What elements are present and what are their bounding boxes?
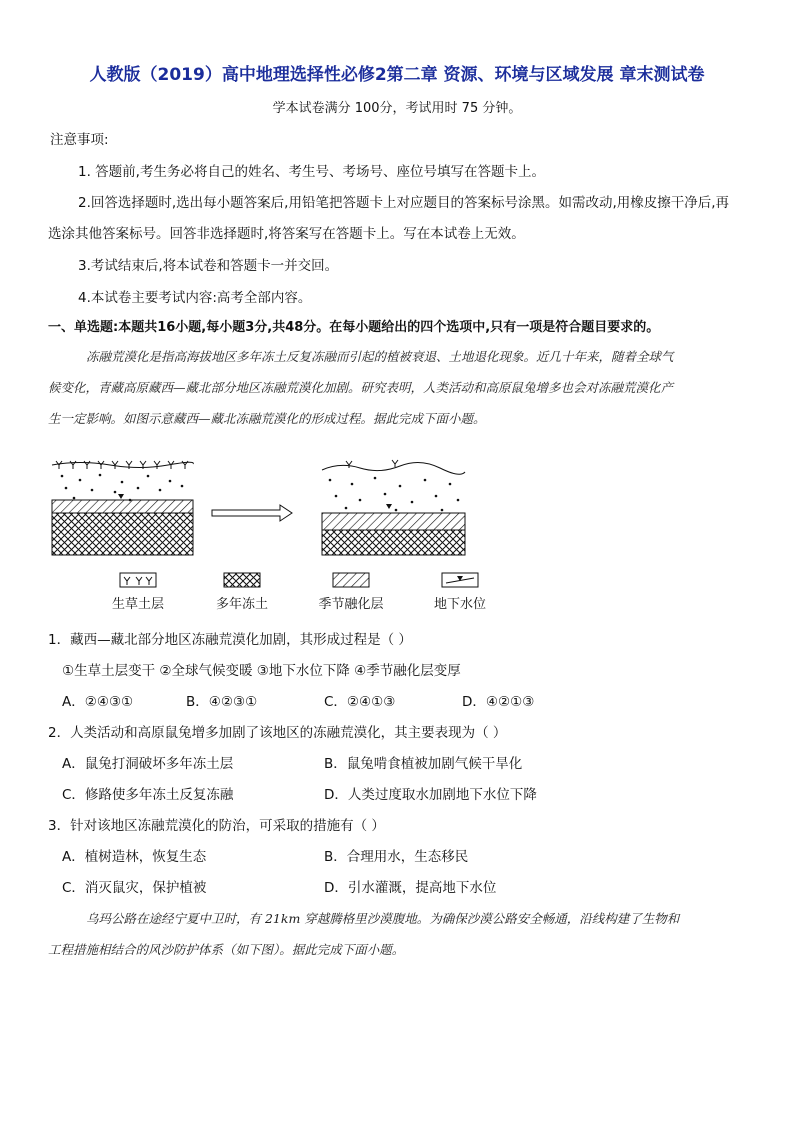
legend-grass-soil-icon: [120, 573, 156, 587]
legend-label: 季节融化层: [318, 597, 384, 612]
desertification-diagram: [40, 448, 520, 618]
option-c: C．修路使多年冻土反复冻融: [62, 787, 234, 803]
question-statements: ①生草土层变干 ②全球气候变暖 ③地下水位下降 ④季节融化层变厚: [62, 663, 461, 679]
question-stem: 2．人类活动和高原鼠兔增多加剧了该地区的冻融荒漠化，其主要表现为（ ）: [48, 725, 507, 741]
legend-label: 地下水位: [433, 597, 487, 612]
option-a: A．植树造林，恢复生态: [62, 849, 207, 865]
before-profile: [52, 461, 193, 555]
legend-permafrost-icon: [224, 573, 260, 587]
option-d: D．④②①③: [462, 694, 535, 710]
question-stem: 1．藏西—藏北部分地区冻融荒漠化加剧，其形成过程是（ ）: [48, 632, 412, 648]
legend: [112, 573, 486, 612]
option-c: C．消灭鼠灾，保护植被: [62, 880, 207, 896]
passage-line: 乌玛公路在途经宁夏中卫时，有 21km 穿越腾格里沙漠腹地。为确保沙漠公路安全畅通，沿线构建了生物和: [86, 911, 680, 926]
after-profile: [322, 460, 465, 555]
notice-item: 2.回答选择题时,选出每小题答案后,用铅笔把答题卡上对应题目的答案标号涂黑。如需改动,用橡皮擦干净后,再: [78, 195, 730, 211]
passage-line: 冻融荒漠化是指高海拔地区多年冻土反复冻融而引起的植被衰退、土地退化现象。近几十年来，随着全球气: [86, 349, 674, 364]
option-a: A．②④③①: [62, 694, 134, 710]
legend-seasonal-thaw-icon: [333, 573, 369, 587]
option-c: C．②④①③: [324, 694, 396, 710]
legend-water-table-icon: [442, 573, 478, 587]
notice-item: 选涂其他答案标号。回答非选择题时,将答案写在答题卡上。写在本试卷上无效。: [48, 226, 525, 242]
option-b: B．④②③①: [186, 694, 258, 710]
notice-item: 3.考试结束后,将本试卷和答题卡一并交回。: [78, 258, 339, 274]
option-a: A．鼠兔打洞破坏多年冻土层: [62, 756, 234, 772]
page-subtitle: 学本试卷满分 100分，考试用时 75 分钟。: [272, 101, 522, 116]
notice-heading: 注意事项:: [50, 132, 109, 148]
legend-label: 生草土层: [111, 597, 165, 612]
legend-label: 多年冻土: [215, 597, 269, 612]
passage-line: 候变化，青藏高原藏西—藏北部分地区冻融荒漠化加剧。研究表明，人类活动和高原鼠兔增多也会对冻融荒漠化产: [48, 380, 674, 395]
passage-line: 生一定影响。如图示意藏西—藏北冻融荒漠化的形成过程。据此完成下面小题。: [48, 411, 486, 426]
section-heading: 一、单选题:本题共16小题,每小题3分,共48分。在每小题给出的四个选项中,只有一项是符合题目要求的。: [48, 320, 660, 335]
notice-item: 1. 答题前,考生务必将自己的姓名、考生号、考场号、座位号填写在答题卡上。: [78, 164, 545, 180]
option-d: D．人类过度取水加剧地下水位下降: [324, 787, 537, 803]
process-arrow: [212, 505, 292, 521]
passage-line: 工程措施相结合的风沙防护体系（如下图）。据此完成下面小题。: [48, 942, 405, 957]
question-stem: 3．针对该地区冻融荒漠化的防治，可采取的措施有（ ）: [48, 818, 385, 834]
option-d: D．引水灌溉，提高地下水位: [324, 880, 497, 896]
option-b: B．合理用水，生态移民: [324, 849, 469, 865]
notice-item: 4.本试卷主要考试内容:高考全部内容。: [78, 290, 312, 306]
option-b: B．鼠兔啃食植被加剧气候干旱化: [324, 756, 523, 772]
page-title: 人教版（2019）高中地理选择性必修2第二章 资源、环境与区域发展 章末测试卷: [89, 65, 705, 85]
